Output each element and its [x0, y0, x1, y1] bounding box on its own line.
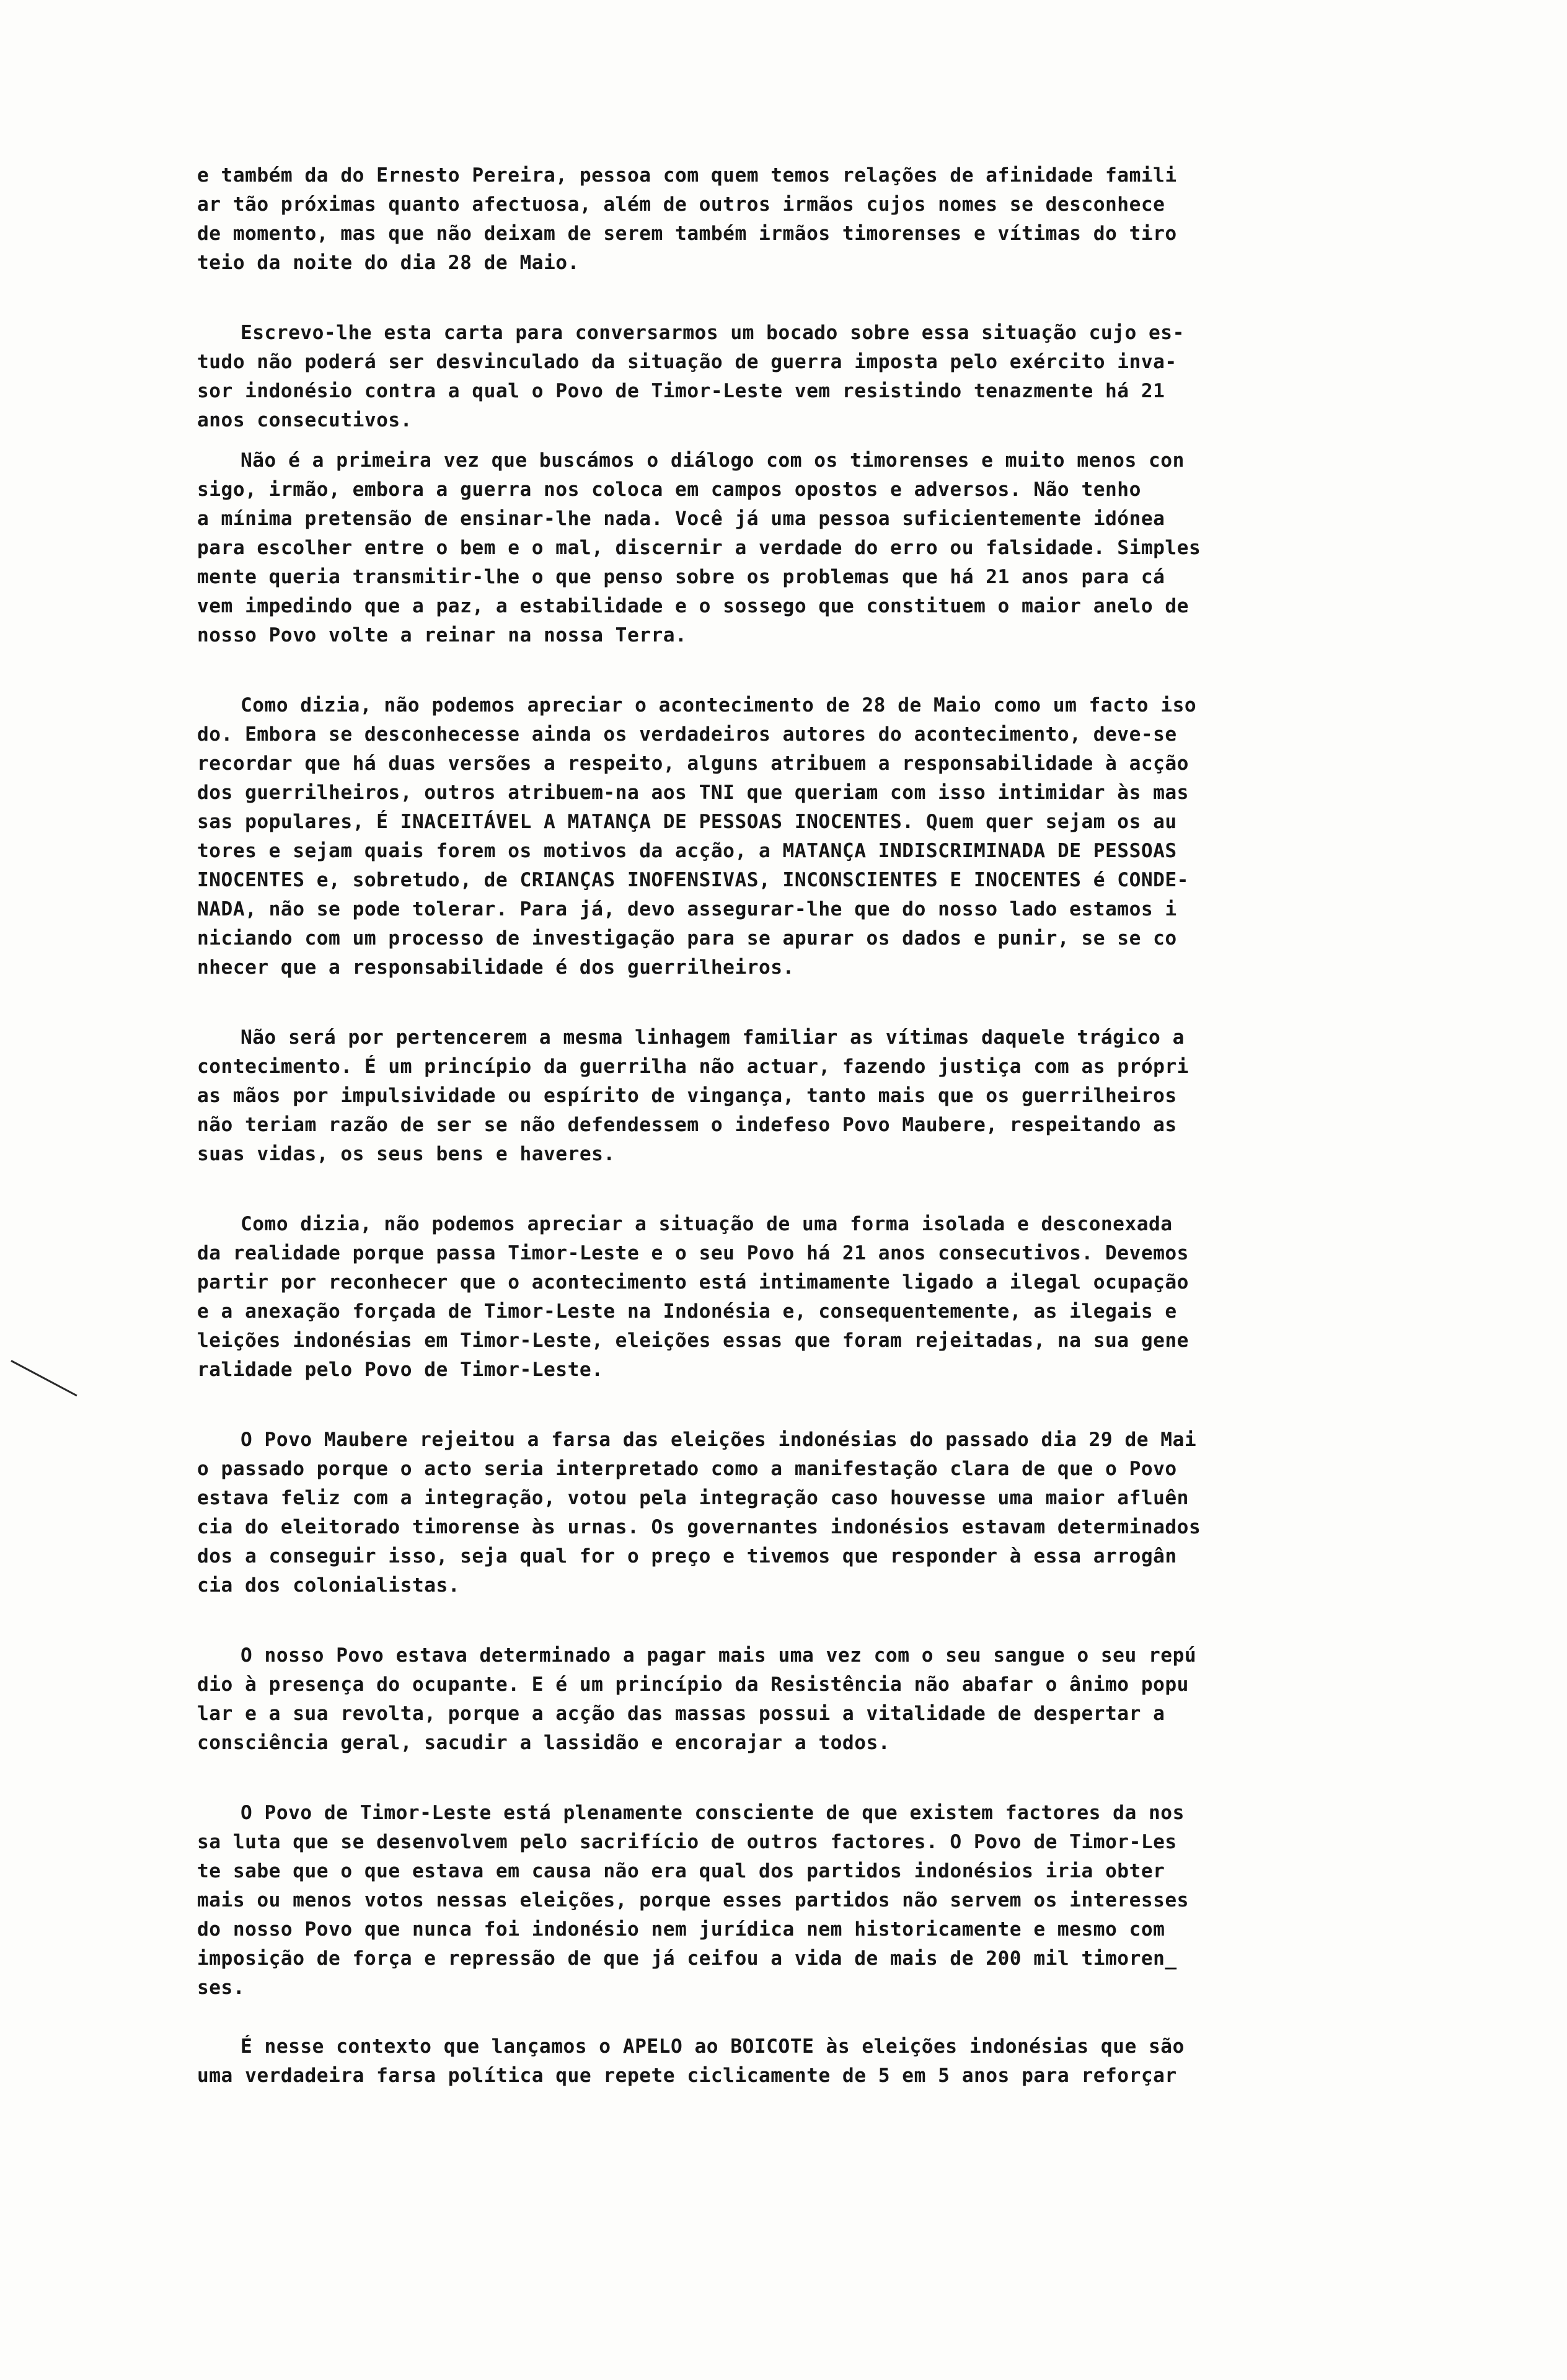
text-line: Não é a primeira vez que buscámos o diálogo com os timorenses e muito menos con [241, 449, 1185, 472]
text-line: O nosso Povo estava determinado a pagar mais uma vez com o seu sangue o seu repú [241, 1644, 1197, 1667]
text-line: NADA, não se pode tolerar. Para já, devo assegurar-lhe que do nosso lado estamos i [197, 898, 1177, 920]
text-line: ar tão próximas quanto afectuosa, além de outros irmãos cujos nomes se desconhece [197, 193, 1165, 216]
text-line: partir por reconhecer que o acontecimento está intimamente ligado a ilegal ocupação [197, 1271, 1189, 1294]
text-line: a mínima pretensão de ensinar-lhe nada. Você já uma pessoa suficientemente idónea [197, 508, 1165, 530]
text-line: INOCENTES e, sobretudo, de CRIANÇAS INOFENSIVAS, INCONSCIENTES E INOCENTES é CONDE- [197, 869, 1189, 891]
paragraph-8 [197, 1641, 1486, 1758]
paragraph-2 [197, 319, 1486, 435]
text-line: ralidade pelo Povo de Timor-Leste. [197, 1359, 604, 1381]
paragraph-4 [197, 691, 1486, 982]
text-line: sigo, irmão, embora a guerra nos coloca em campos opostos e adversos. Não tenho [197, 478, 1141, 501]
text-line: O Povo de Timor-Leste está plenamente consciente de que existem factores da nos [241, 1802, 1185, 1824]
text-line: mente queria transmitir-lhe o que penso sobre os problemas que há 21 anos para cá [197, 566, 1165, 588]
text-line: do. Embora se desconhecesse ainda os verdadeiros autores do acontecimento, deve-se [197, 723, 1177, 746]
text-line: imposição de força e repressão de que já ceifou a vida de mais de 200 mil timoren_ [197, 1947, 1177, 1970]
text-line: sa luta que se desenvolvem pelo sacrifício de outros factores. O Povo de Timor-Les [197, 1831, 1177, 1853]
text-line: sor indonésio contra a qual o Povo de Timor-Leste vem resistindo tenazmente há 21 [197, 380, 1165, 402]
text-line: consciência geral, sacudir a lassidão e encorajar a todos. [197, 1732, 891, 1754]
text-line: ses. [197, 1977, 245, 1999]
text-line: te sabe que o que estava em causa não era qual dos partidos indonésios iria obter [197, 1860, 1165, 1882]
text-line: niciando com um processo de investigação para se apurar os dados e punir, se se co [197, 927, 1177, 950]
paragraph-5 [197, 1023, 1486, 1169]
text-line: É nesse contexto que lançamos o APELO ao BOICOTE às eleições indonésias que são [241, 2035, 1185, 2058]
paragraph-3 [197, 446, 1486, 650]
text-line: tudo não poderá ser desvinculado da situação de guerra imposta pelo exército inva- [197, 351, 1177, 373]
text-line: Escrevo-lhe esta carta para conversarmos um bocado sobre essa situação cujo es- [241, 322, 1185, 344]
text-line: as mãos por impulsividade ou espírito de vingança, tanto mais que os guerrilheiros [197, 1085, 1177, 1107]
text-line: não teriam razão de ser se não defendessem o indefeso Povo Maubere, respeitando as [197, 1114, 1177, 1136]
text-line: cia do eleitorado timorense às urnas. Os governantes indonésios estavam determinados [197, 1516, 1201, 1538]
text-line: dio à presença do ocupante. E é um princípio da Resistência não abafar o ânimo popu [197, 1673, 1189, 1696]
text-line: tores e sejam quais forem os motivos da acção, a MATANÇA INDISCRIMINADA DE PESSOAS [197, 840, 1177, 862]
text-line: dos guerrilheiros, outros atribuem-na aos TNI que queriam com isso intimidar às mas [197, 782, 1189, 804]
text-line: para escolher entre o bem e o mal, discernir a verdade do erro ou falsidade. Simples [197, 537, 1201, 559]
text-line: anos consecutivos. [197, 409, 412, 431]
text-line: dos a conseguir isso, seja qual for o preço e tivemos que responder à essa arrogân [197, 1545, 1177, 1567]
text-line: teio da noite do dia 28 de Maio. [197, 252, 580, 274]
text-line: sas populares, É INACEITÁVEL A MATANÇA DE PESSOAS INOCENTES. Quem quer sejam os au [197, 811, 1177, 833]
text-line: de momento, mas que não deixam de serem também irmãos timorenses e vítimas do tiro [197, 223, 1177, 245]
text-line: mais ou menos votos nessas eleições, porque esses partidos não servem os interesses [197, 1889, 1189, 1911]
text-line: da realidade porque passa Timor-Leste e o seu Povo há 21 anos consecutivos. Devemos [197, 1242, 1189, 1264]
text-line: nhecer que a responsabilidade é dos guerrilheiros. [197, 956, 795, 979]
text-line: cia dos colonialistas. [197, 1574, 461, 1597]
text-line: nosso Povo volte a reinar na nossa Terra. [197, 624, 687, 646]
text-line: leições indonésias em Timor-Leste, eleições essas que foram rejeitadas, na sua gene [197, 1329, 1189, 1352]
paragraph-6 [197, 1210, 1486, 1385]
text-line: contecimento. É um princípio da guerrilha não actuar, fazendo justiça com as própri [197, 1056, 1189, 1078]
text-line: suas vidas, os seus bens e haveres. [197, 1143, 616, 1165]
margin-pen-stroke [11, 1360, 77, 1396]
paragraph-9 [197, 1799, 1486, 2003]
text-line: e a anexação forçada de Timor-Leste na Indonésia e, consequentemente, as ilegais e [197, 1300, 1177, 1323]
paragraph-7 [197, 1426, 1486, 1600]
text-line: lar e a sua revolta, porque a acção das massas possui a vitalidade de despertar a [197, 1703, 1165, 1725]
paragraph-10 [197, 2032, 1486, 2091]
text-line: estava feliz com a integração, votou pela integração caso houvesse uma maior afluên [197, 1487, 1189, 1509]
text-line: Não será por pertencerem a mesma linhagem familiar as vítimas daquele trágico a [241, 1026, 1185, 1049]
text-line: O Povo Maubere rejeitou a farsa das eleições indonésias do passado dia 29 de Mai [241, 1429, 1197, 1451]
letter-body [197, 161, 1486, 2091]
text-line: recordar que há duas versões a respeito, alguns atribuem a responsabilidade à acção [197, 752, 1189, 775]
text-line: vem impedindo que a paz, a estabilidade e o sossego que constituem o maior anelo de [197, 595, 1189, 617]
text-line: o passado porque o acto seria interpretado como a manifestação clara de que o Povo [197, 1458, 1177, 1480]
text-line: do nosso Povo que nunca foi indonésio nem jurídica nem historicamente e mesmo com [197, 1918, 1165, 1941]
text-line: uma verdadeira farsa política que repete ciclicamente de 5 em 5 anos para reforçar [197, 2065, 1177, 2087]
paragraph-1 [197, 161, 1486, 278]
text-line: e também da do Ernesto Pereira, pessoa com quem temos relações de afinidade famili [197, 164, 1177, 187]
text-line: Como dizia, não podemos apreciar o acontecimento de 28 de Maio como um facto iso [241, 694, 1197, 716]
text-line: Como dizia, não podemos apreciar a situação de uma forma isolada e desconexada [241, 1213, 1173, 1235]
